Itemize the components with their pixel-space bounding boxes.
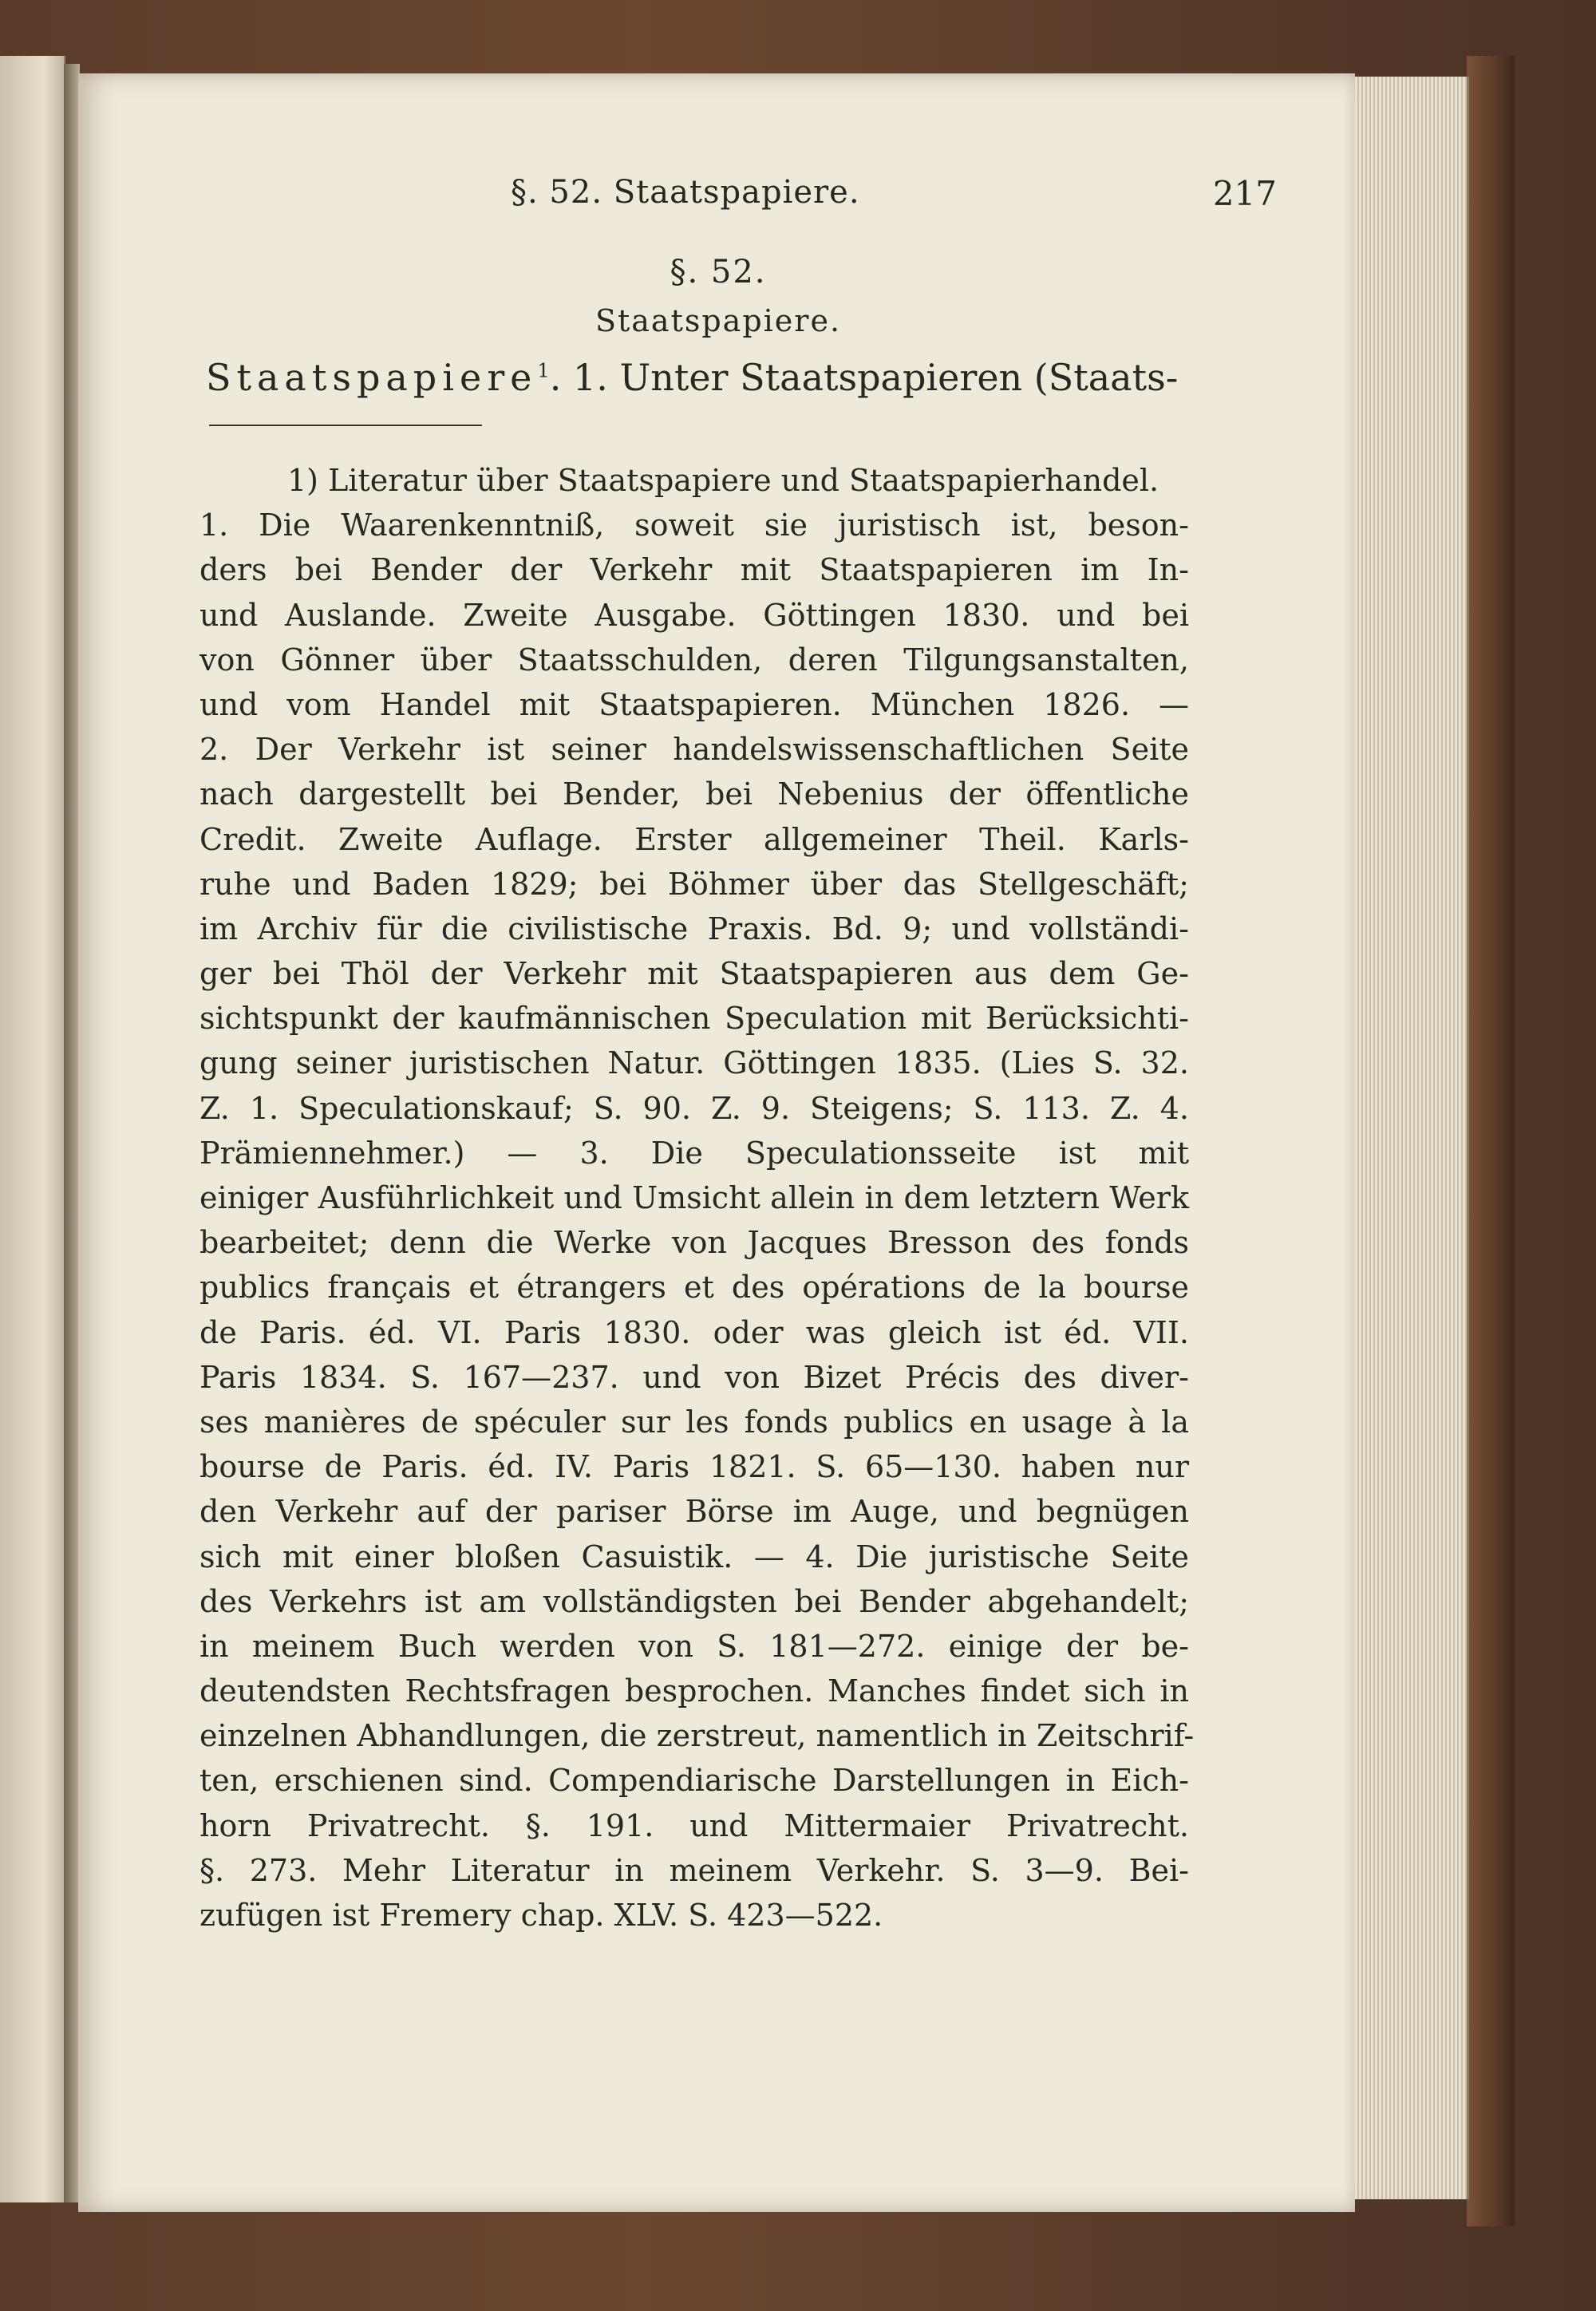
page-number: 217 [1212,174,1277,213]
footnote-line: ruhe und Baden 1829; bei Böhmer über das Stellgeschäft; [200,866,1189,902]
footnote-block [200,458,1195,1938]
page-stack-edges [1355,77,1469,2199]
footnote-line: ders bei Bender der Verkehr mit Staatspapieren im In- [200,552,1189,588]
footnote-line: 1) Literatur über Staatspapiere und Staatspapierhandel. [287,463,1159,498]
left-page-edge [0,56,65,2202]
footnote-line: Prämiennehmer.) — 3. Die Speculationsseite ist mit [200,1135,1189,1171]
section-title: Staatspapiere. [595,303,842,338]
footnote-line: des Verkehrs ist am vollständigsten bei Bender abgehandelt; [200,1583,1189,1619]
footnote-line: 1. Die Waarenkenntniß, soweit sie juristisch ist, beson- [200,508,1189,543]
footnote-line: 2. Der Verkehr ist seiner handelswissenschaftlichen Seite [200,732,1189,768]
footnote-line: nach dargestellt bei Bender, bei Nebenius der öffentliche [200,776,1189,812]
running-head-title: §. 52. Staatspapiere. [511,174,860,211]
footnote-line: deutendsten Rechtsfragen besprochen. Manches findet sich in [200,1673,1189,1709]
footnote-line: Credit. Zweite Auflage. Erster allgemeiner Theil. Karls- [200,821,1189,857]
footnote-line: und vom Handel mit Staatspapieren. München 1826. — [200,686,1189,722]
footnote-line: und Auslande. Zweite Ausgabe. Göttingen 1830. und bei [200,597,1189,633]
footnote-line: in meinem Buch werden von S. 181—272. einige der be- [200,1628,1189,1664]
footnote-line: im Archiv für die civilistische Praxis. Bd. 9; und vollständi- [200,911,1189,946]
footnote-line: ger bei Thöl der Verkehr mit Staatspapieren aus dem Ge- [200,956,1189,992]
body-lead-line [206,356,1355,399]
footnote-line: gung seiner juristischen Natur. Göttingen 1835. (Lies S. 32. [200,1045,1189,1081]
footnote-line: einiger Ausführlichkeit und Umsicht allein in dem letztern Werk [200,1180,1189,1215]
footnote-line: von Gönner über Staatsschulden, deren Tilgungsanstalten, [200,642,1189,677]
book-cover-edge [1467,56,1515,2226]
footnote-line: den Verkehr auf der pariser Börse im Auge, und begnügen [200,1494,1189,1530]
footnote-rule [209,425,482,426]
footnote-line: §. 273. Mehr Literatur in meinem Verkehr. S. 3—9. Bei- [200,1852,1189,1888]
footnote-line: bourse de Paris. éd. IV. Paris 1821. S. 65—130. haben nur [200,1449,1189,1485]
footnote-line: bearbeitet; denn die Werke von Jacques Bresson des fonds [200,1225,1189,1261]
footnote-line: Z. 1. Speculationskauf; S. 90. Z. 9. Steigens; S. 113. Z. 4. [200,1090,1189,1126]
footnote-line: publics français et étrangers et des opérations de la bourse [200,1270,1189,1306]
footnote-line: sich mit einer bloßen Casuistik. — 4. Die juristische Seite [200,1539,1189,1574]
footnote-line: zufügen ist Fremery chap. XLV. S. 423—522. [200,1898,883,1933]
footnote-line: ten, erschienen sind. Compendiarische Darstellungen in Eich- [200,1763,1189,1799]
footnote-marker: 1 [537,359,550,382]
footnote-line: sichtspunkt der kaufmännischen Speculation mit Berücksichti- [200,1001,1189,1037]
footnote-line: ses manières de spéculer sur les fonds publics en usage à la [200,1404,1189,1440]
book-gutter [64,64,80,2202]
footnote-line: de Paris. éd. VI. Paris 1830. oder was gleich ist éd. VII. [200,1314,1189,1350]
footnote-line: horn Privatrecht. §. 191. und Mittermaier Privatrecht. [200,1807,1189,1843]
running-head [96,174,1341,222]
lead-rest: . 1. Unter Staatspapieren (Staats- [549,356,1179,399]
footnote-line: einzelnen Abhandlungen, die zerstreut, namentlich in Zeitschrif- [200,1718,1195,1754]
footnote-line: Paris 1834. S. 167—237. und von Bizet Précis des diver- [200,1359,1189,1395]
section-number: §. 52. [670,254,767,290]
lead-spaced-word: Staatspapiere [206,356,538,399]
